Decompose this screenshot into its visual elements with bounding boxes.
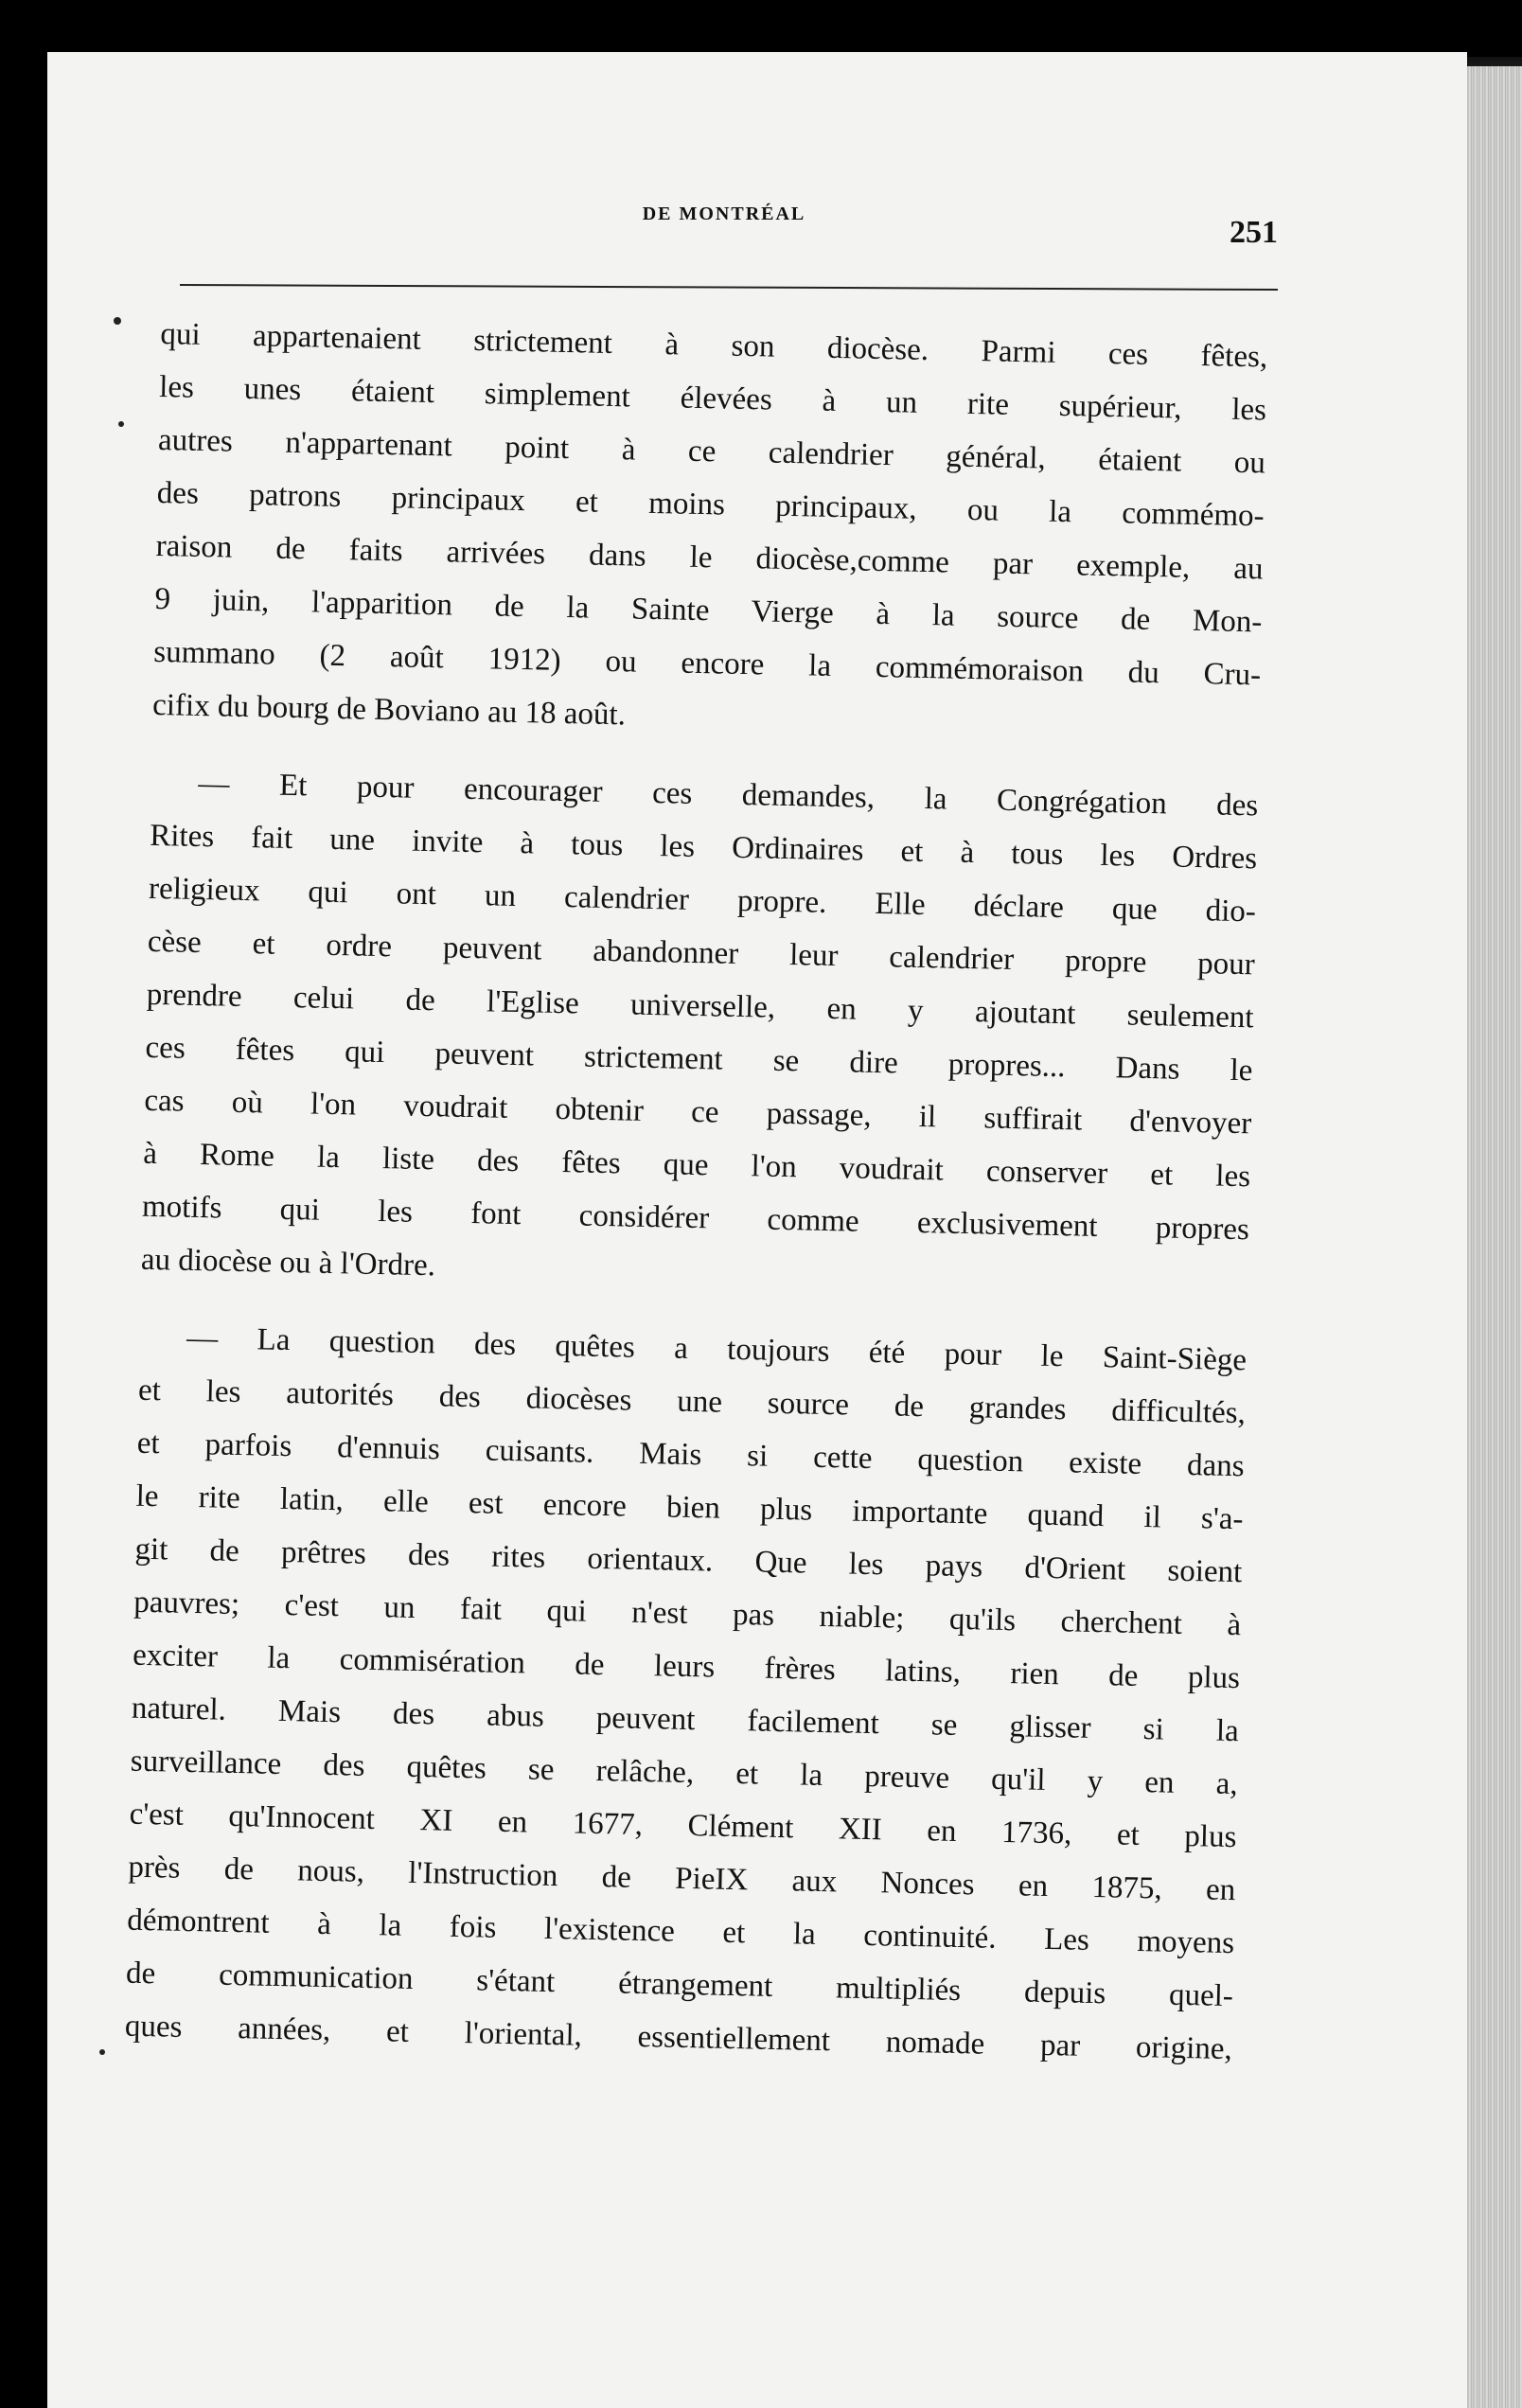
paragraph-3 <box>124 1311 1247 2076</box>
text-line: c'est qu'Innocent XI en 1677, Clément XII en 1736, et plus <box>129 1797 1237 1855</box>
text-line: motifs qui les font considérer comme exclusivement propres <box>141 1189 1250 1248</box>
text-line: surveillance des quêtes se relâche, et la preuve qu'il y en a, <box>130 1744 1238 1802</box>
text-line: naturel. Mais des abus peuvent facilement se glisser si la <box>131 1691 1240 1749</box>
text-line: religieux qui ont un calendrier propre. Elle déclare que dio- <box>148 871 1257 930</box>
text-line: — La question des quêtes a toujours été pour le Saint-Siège <box>186 1320 1248 1378</box>
page-number: 251 <box>1230 215 1278 250</box>
text-line: et les autorités des diocèses une source de grandes difficultés, <box>137 1372 1247 1431</box>
text-line: qui appartenaient strictement à son diocèse. Parmi ces fêtes, <box>160 316 1268 375</box>
scan-speck <box>99 2049 105 2055</box>
text-line: à Rome la liste des fêtes que l'on voudrait conserver et les <box>142 1136 1251 1195</box>
running-title: DE MONTRÉAL <box>642 204 806 224</box>
text-line: et parfois d'ennuis cuisants. Mais si cette question existe dans <box>136 1425 1245 1484</box>
text-line: cifix du bourg de Boviano au 18 août. <box>151 687 627 733</box>
header-rule <box>180 284 1278 291</box>
paragraph-1 <box>152 308 1268 754</box>
text-line: cèse et ordre peuvent abandonner leur calendrier propre pour <box>147 924 1256 983</box>
text-line: prendre celui de l'Eglise universelle, en y ajoutant seulement <box>146 977 1254 1036</box>
text-line: démontrent à la fois l'existence et la continuité. Les moyens <box>126 1903 1235 1961</box>
scan-speck <box>118 421 124 427</box>
text-line: cas où l'on voudrait obtenir ce passage, il suffirait d'envoyer <box>144 1083 1252 1142</box>
text-line: près de nous, l'Instruction de PieIX aux Nonces en 1875, en <box>128 1850 1236 1908</box>
text-line: le rite latin, elle est encore bien plus importante quand il s'a- <box>135 1478 1244 1537</box>
text-line: au diocèse ou à l'Ordre. <box>140 1242 436 1284</box>
text-line: Rites fait une invite à tous les Ordinaires et à tous les Ordres <box>149 818 1258 876</box>
text-line: ces fêtes qui peuvent strictement se dire propres... Dans le <box>145 1030 1253 1089</box>
text-line: de communication s'étant étrangement multipliés depuis quel- <box>125 1956 1234 2014</box>
text-line: 9 juin, l'apparition de la Sainte Vierge à la source de Mon- <box>154 581 1263 640</box>
scan-speck <box>114 317 121 325</box>
text-line: — Et pour encourager ces demandes, la Congrégation des <box>198 766 1259 823</box>
paragraph-2 <box>140 756 1258 1309</box>
body-text <box>124 308 1267 2076</box>
text-line: git de prêtres des rites orientaux. Que les pays d'Orient soient <box>134 1532 1243 1590</box>
text-line: raison de faits arrivées dans le diocèse,comme par exemple, au <box>155 528 1264 587</box>
text-line: ques années, et l'oriental, essentiellement nomade par origine, <box>124 2009 1233 2067</box>
text-line: pauvres; c'est un fait qui n'est pas niable; qu'ils cherchent à <box>133 1585 1242 1643</box>
text-line: des patrons principaux et moins principaux, ou la commémo- <box>156 475 1265 534</box>
text-line: les unes étaient simplement élevées à un rite supérieur, les <box>158 369 1267 428</box>
text-line: autres n'appartenant point à ce calendrier général, étaient ou <box>157 422 1266 481</box>
book-binding-edge <box>0 0 47 2408</box>
running-head <box>180 204 1278 260</box>
text-line: exciter la commisération de leurs frères latins, rien de plus <box>132 1638 1241 1696</box>
scanned-page <box>47 52 1467 2408</box>
text-line: summano (2 août 1912) ou encore la commémoraison du Cru- <box>153 634 1262 693</box>
